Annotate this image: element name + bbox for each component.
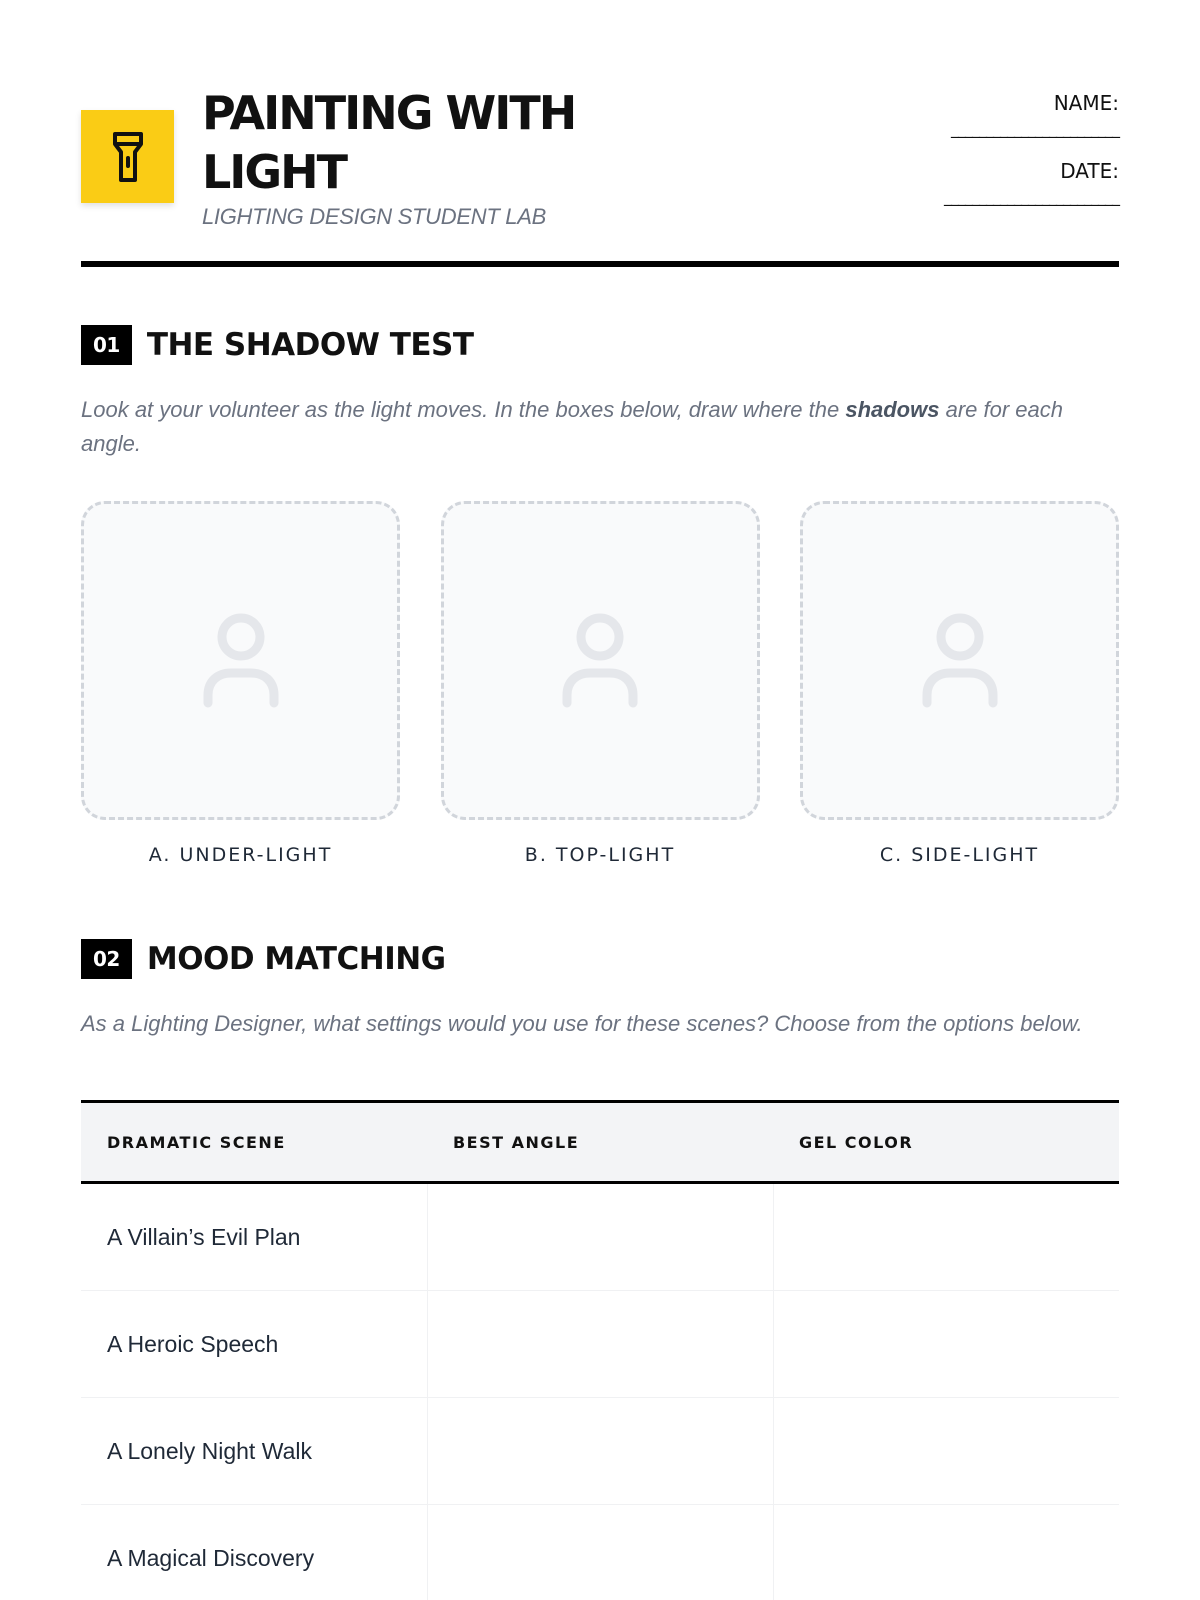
section-instructions	[81, 393, 1119, 461]
gel-answer-cell[interactable]	[773, 1398, 1119, 1504]
section-title: MOOD MATCHING	[146, 941, 446, 977]
header-divider	[81, 261, 1119, 267]
column-header-scene: DRAMATIC SCENE	[107, 1132, 286, 1152]
section-number-badge: 01	[81, 325, 132, 365]
section-heading	[81, 325, 1119, 365]
table-row	[81, 1184, 1119, 1291]
shadow-box-column	[441, 501, 760, 866]
box-label: C. SIDE-LIGHT	[879, 844, 1040, 866]
scene-cell: A Heroic Speech	[107, 1330, 279, 1357]
date-field[interactable]: _________________________	[944, 187, 1119, 206]
box-label: A. UNDER-LIGHT	[148, 844, 333, 866]
column-header-gel: GEL COLOR	[798, 1132, 914, 1152]
section-shadow-test	[81, 325, 1119, 866]
section-heading	[81, 939, 1119, 979]
shadow-box-column	[800, 501, 1119, 866]
drawing-area-under-light[interactable]	[81, 501, 400, 820]
instructions-text-end: are for each angle.	[81, 397, 1063, 456]
name-label: NAME:	[1053, 91, 1119, 115]
angle-answer-cell[interactable]	[427, 1398, 773, 1504]
angle-answer-cell[interactable]	[427, 1291, 773, 1397]
name-field[interactable]: ________________________	[951, 119, 1119, 138]
page-title: PAINTING WITH LIGHT	[202, 86, 576, 199]
date-label: DATE:	[1060, 159, 1119, 183]
gel-answer-cell[interactable]	[773, 1291, 1119, 1397]
flashlight-icon	[110, 130, 146, 184]
person-icon	[562, 613, 638, 709]
logo-box	[81, 110, 174, 203]
table-row	[81, 1291, 1119, 1398]
scene-cell: A Magical Discovery	[107, 1544, 315, 1571]
worksheet-header	[81, 0, 1119, 262]
section-number-badge: 02	[81, 939, 132, 979]
instructions-emphasis: shadows	[845, 397, 940, 422]
section-instructions: As a Lighting Designer, what settings would you use for these scenes? Choose from the options below.	[81, 1011, 1083, 1036]
table-header	[81, 1100, 1119, 1184]
box-label: B. TOP-LIGHT	[524, 844, 676, 866]
section-title: THE SHADOW TEST	[146, 327, 474, 363]
page-subtitle: LIGHTING DESIGN STUDENT LAB	[202, 204, 546, 229]
instructions-text: Look at your volunteer as the light moves. In the boxes below, draw where the	[81, 397, 846, 422]
scene-cell: A Lonely Night Walk	[107, 1437, 312, 1464]
shadow-drawing-boxes	[81, 501, 1119, 866]
mood-matching-table	[81, 1100, 1119, 1600]
table-row	[81, 1505, 1119, 1600]
gel-answer-cell[interactable]	[773, 1184, 1119, 1290]
drawing-area-top-light[interactable]	[441, 501, 760, 820]
angle-answer-cell[interactable]	[427, 1184, 773, 1290]
gel-answer-cell[interactable]	[773, 1505, 1119, 1600]
section-mood-matching	[81, 939, 1119, 1571]
person-icon	[922, 613, 998, 709]
title-block	[202, 84, 632, 230]
angle-answer-cell[interactable]	[427, 1505, 773, 1600]
drawing-area-side-light[interactable]	[800, 501, 1119, 820]
table-row	[81, 1398, 1119, 1505]
scene-cell: A Villain’s Evil Plan	[107, 1223, 301, 1250]
shadow-box-column	[81, 501, 400, 866]
column-header-angle: BEST ANGLE	[452, 1132, 580, 1152]
student-info	[944, 88, 1119, 224]
person-icon	[203, 613, 279, 709]
